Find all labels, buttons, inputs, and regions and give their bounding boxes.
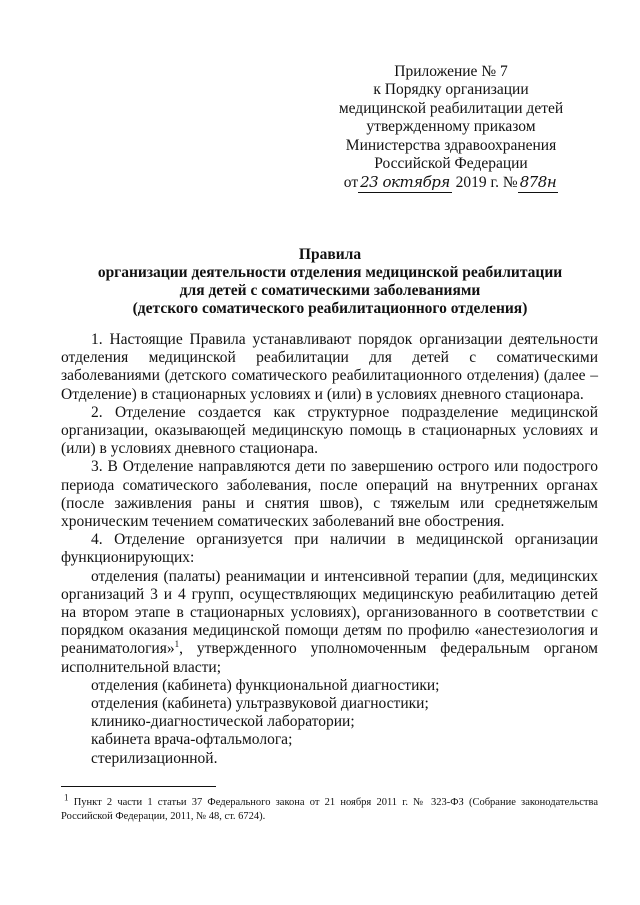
paragraph-2: 2. Отделение создается как структурное подразделение медицинской организации, оказывающей медицинскую помощь в стационарных условиях и (или) в условиях дневного стационара.: [61, 403, 598, 458]
footnote: [61, 792, 598, 824]
date-prefix: от: [343, 174, 359, 192]
handwritten-order-number: 878н: [519, 173, 557, 192]
paragraph-4-item-1: [61, 568, 598, 677]
title-line: организации деятельности отделения медицинской реабилитации: [97, 264, 563, 281]
list-item: кабинета врача-офтальмолога;: [91, 731, 293, 749]
list-item: клинико-диагностической лаборатории;: [91, 713, 355, 731]
appendix-header: [318, 63, 584, 193]
paragraph-4: 4. Отделение организуется при наличии в медицинской организации функционирующих:: [61, 531, 598, 567]
appendix-line: Приложение № 7: [394, 63, 508, 80]
handwritten-date: 23 октября: [360, 173, 450, 192]
list-item: отделения (кабинета) функциональной диагностики;: [91, 676, 440, 694]
footnote-marker: 1: [64, 792, 69, 803]
title-line: для детей с соматическими заболеваниями: [179, 282, 481, 299]
item-1-text: отделения (палаты) реанимации и интенсивной терапии (для, медицинских организаций 3 и 4 групп, осуществляющих медицинскую реабилитацию детей на втором этапе в стационарных условиях), организованного в соответствии с порядком оказания медицинской помощи детям по профилю «анестезиология и реаниматология»: [61, 567, 598, 658]
footnote-divider: [61, 786, 216, 787]
appendix-line: к Порядку организации: [373, 81, 529, 99]
paragraph-1: 1. Настоящие Правила устанавливают порядок организации деятельности отделения медицинской реабилитации для детей с соматическими заболеваниями (детского соматического реабилитационного отделения) (далее – Отделение) в стационарных условиях и (или) в условиях дневного стационара.: [61, 331, 598, 403]
appendix-line: Российской Федерации: [374, 155, 528, 173]
date-year: 2019 г. №: [455, 174, 518, 192]
document-body: [61, 331, 598, 768]
appendix-line: Министерства здравоохранения: [345, 136, 557, 154]
appendix-line: медицинской реабилитации детей: [338, 99, 564, 117]
title-line: (детского соматического реабилитационного отделения): [132, 300, 528, 317]
list-item: стерилизационной.: [91, 749, 218, 767]
order-date-line: [318, 173, 584, 192]
paragraph-3: 3. В Отделение направляются дети по завершению острого или подострого периода соматического заболевания, после операций на внутренних органах (после заживления раны и снятия швов), с тяжелым или среднетяжелым хроническим течением соматических заболеваний вне обострения.: [61, 458, 598, 531]
item-1-text-end: , утвержденного уполномоченным федеральным органом исполнительной власти;: [61, 640, 598, 676]
footnote-reference: 1: [174, 639, 180, 650]
document-title: [60, 246, 600, 318]
footnote-text: Пункт 2 части 1 статьи 37 Федерального закона от 21 ноября 2011 г. № 323-ФЗ (Собрание законодательства Российской Федерации, 2011, № 48, ст. 6724).: [61, 797, 598, 822]
list-item: отделения (кабинета) ультразвуковой диагностики;: [91, 695, 429, 713]
appendix-line: утвержденному приказом: [366, 118, 536, 136]
title-line: Правила: [298, 246, 362, 263]
